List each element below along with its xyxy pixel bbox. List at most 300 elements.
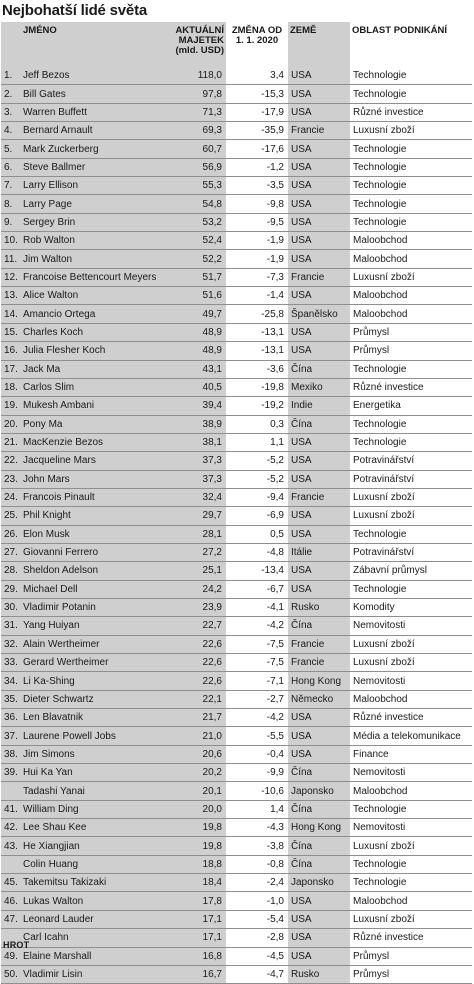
change-cell: -1,4 <box>226 287 288 305</box>
change-cell: 0,5 <box>226 525 288 543</box>
networth-cell: 18,4 <box>170 874 226 892</box>
networth-cell: 19,8 <box>170 819 226 837</box>
rank-cell: 9. <box>1 213 21 231</box>
rank-cell: 27. <box>1 543 21 561</box>
industry-cell: Technologie <box>350 213 472 231</box>
change-cell: -17,6 <box>226 140 288 158</box>
networth-cell: 25,1 <box>170 562 226 580</box>
table-row <box>1 470 472 488</box>
networth-cell: 16,8 <box>170 947 226 965</box>
country-cell: USA <box>288 580 350 598</box>
rank-cell: 10. <box>1 232 21 250</box>
table-row <box>1 764 472 782</box>
industry-cell: Průmysl <box>350 342 472 360</box>
change-cell: 1,1 <box>226 433 288 451</box>
table-row <box>1 947 472 965</box>
rank-cell: 23. <box>1 470 21 488</box>
industry-cell: Nemovitosti <box>350 617 472 635</box>
industry-cell: Různé investice <box>350 378 472 396</box>
table-row <box>1 635 472 653</box>
change-cell: -1,9 <box>226 232 288 250</box>
country-cell: USA <box>288 213 350 231</box>
table-row <box>1 543 472 561</box>
country-cell: USA <box>288 929 350 947</box>
change-cell: -7,5 <box>226 654 288 672</box>
rank-cell: 49. <box>1 947 21 965</box>
country-cell: Mexiko <box>288 378 350 396</box>
industry-cell: Technologie <box>350 800 472 818</box>
networth-cell: 51,7 <box>170 268 226 286</box>
networth-cell: 20,6 <box>170 745 226 763</box>
change-cell: -9,4 <box>226 488 288 506</box>
name-cell: Tadashi Yanai <box>21 782 170 800</box>
country-cell: USA <box>288 85 350 103</box>
networth-cell: 19,8 <box>170 837 226 855</box>
networth-cell: 40,5 <box>170 378 226 396</box>
country-cell: Francie <box>288 654 350 672</box>
industry-cell: Technologie <box>350 525 472 543</box>
industry-cell: Maloobchod <box>350 250 472 268</box>
rank-cell: 5. <box>1 140 21 158</box>
industry-cell: Luxusní zboží <box>350 488 472 506</box>
change-cell: 0,3 <box>226 415 288 433</box>
change-cell: -7,3 <box>226 268 288 286</box>
industry-cell: Luxusní zboží <box>350 507 472 525</box>
country-cell: Čína <box>288 800 350 818</box>
rank-cell: 15. <box>1 323 21 341</box>
country-cell: Francie <box>288 268 350 286</box>
industry-cell: Technologie <box>350 67 472 85</box>
change-cell: -3,8 <box>226 837 288 855</box>
name-cell: Julia Flesher Koch <box>21 342 170 360</box>
industry-cell: Média a telekomunikace <box>350 727 472 745</box>
name-cell: Bernard Arnault <box>21 122 170 140</box>
country-cell: Francie <box>288 122 350 140</box>
rank-cell: 39. <box>1 764 21 782</box>
networth-cell: 24,2 <box>170 580 226 598</box>
table-row <box>1 892 472 910</box>
networth-cell: 52,4 <box>170 232 226 250</box>
rank-cell: 24. <box>1 488 21 506</box>
country-cell: USA <box>288 232 350 250</box>
industry-cell: Nemovitosti <box>350 672 472 690</box>
table-row <box>1 525 472 543</box>
name-cell: John Mars <box>21 470 170 488</box>
change-cell: -4,2 <box>226 617 288 635</box>
name-cell: Gerard Wertheimer <box>21 654 170 672</box>
table-row <box>1 323 472 341</box>
table-row <box>1 617 472 635</box>
name-cell: Pony Ma <box>21 415 170 433</box>
networth-cell: 32,4 <box>170 488 226 506</box>
table-row <box>1 103 472 121</box>
rank-cell: 46. <box>1 892 21 910</box>
industry-cell: Technologie <box>350 580 472 598</box>
rank-cell: 29. <box>1 580 21 598</box>
networth-cell: 27,2 <box>170 543 226 561</box>
name-cell: Mark Zuckerberg <box>21 140 170 158</box>
networth-cell: 118,0 <box>170 67 226 85</box>
table-row <box>1 85 472 103</box>
table-row <box>1 158 472 176</box>
country-cell: Německo <box>288 690 350 708</box>
industry-cell: Zábavní průmysl <box>350 562 472 580</box>
change-cell: -2,7 <box>226 690 288 708</box>
change-cell: 1,4 <box>226 800 288 818</box>
rank-cell: 18. <box>1 378 21 396</box>
header-rank <box>1 22 21 67</box>
networth-cell: 52,2 <box>170 250 226 268</box>
table-row <box>1 598 472 616</box>
change-cell: -4,2 <box>226 709 288 727</box>
country-cell: Čína <box>288 855 350 873</box>
change-cell: -13,4 <box>226 562 288 580</box>
change-cell: -15,3 <box>226 85 288 103</box>
industry-cell: Luxusní zboží <box>350 910 472 928</box>
name-cell: Dieter Schwartz <box>21 690 170 708</box>
table-row <box>1 855 472 873</box>
country-cell: USA <box>288 158 350 176</box>
networth-cell: 20,0 <box>170 800 226 818</box>
industry-cell: Technologie <box>350 415 472 433</box>
change-cell: -6,9 <box>226 507 288 525</box>
industry-cell: Luxusní zboží <box>350 837 472 855</box>
change-cell: -19,8 <box>226 378 288 396</box>
name-cell: Steve Ballmer <box>21 158 170 176</box>
rank-cell: 43. <box>1 837 21 855</box>
table-row <box>1 433 472 451</box>
rank-cell: 14. <box>1 305 21 323</box>
industry-cell: Luxusní zboží <box>350 635 472 653</box>
name-cell: Jack Ma <box>21 360 170 378</box>
networth-cell: 29,7 <box>170 507 226 525</box>
name-cell: Hui Ka Yan <box>21 764 170 782</box>
name-cell: Jim Simons <box>21 745 170 763</box>
country-cell: Itálie <box>288 543 350 561</box>
name-cell: Larry Page <box>21 195 170 213</box>
change-cell: -2,4 <box>226 874 288 892</box>
name-cell: Larry Ellison <box>21 177 170 195</box>
name-cell: Carlos Slim <box>21 378 170 396</box>
industry-cell: Technologie <box>350 874 472 892</box>
name-cell: Francois Pinault <box>21 488 170 506</box>
hrot-logo: HROT <box>3 940 30 950</box>
name-cell: Elaine Marshall <box>21 947 170 965</box>
name-cell: Len Blavatnik <box>21 709 170 727</box>
country-cell: USA <box>288 562 350 580</box>
rank-cell <box>1 782 21 800</box>
table-row <box>1 397 472 415</box>
table-row <box>1 800 472 818</box>
change-cell: -5,2 <box>226 470 288 488</box>
change-cell: -5,2 <box>226 452 288 470</box>
country-cell: USA <box>288 177 350 195</box>
table-row <box>1 929 472 947</box>
name-cell: Yang Huiyan <box>21 617 170 635</box>
rank-cell: 25. <box>1 507 21 525</box>
name-cell: Charles Koch <box>21 323 170 341</box>
country-cell: USA <box>288 195 350 213</box>
rank-cell: 36. <box>1 709 21 727</box>
networth-cell: 71,3 <box>170 103 226 121</box>
name-cell: Sheldon Adelson <box>21 562 170 580</box>
name-cell: William Ding <box>21 800 170 818</box>
table-row <box>1 452 472 470</box>
industry-cell: Maloobchod <box>350 232 472 250</box>
rank-cell: 19. <box>1 397 21 415</box>
table-row <box>1 965 472 983</box>
name-cell: Alice Walton <box>21 287 170 305</box>
change-cell: -1,0 <box>226 892 288 910</box>
table-row <box>1 287 472 305</box>
name-cell: Rob Walton <box>21 232 170 250</box>
table-header <box>1 22 472 67</box>
industry-cell: Různé investice <box>350 709 472 727</box>
name-cell: Leonard Lauder <box>21 910 170 928</box>
table-row <box>1 213 472 231</box>
networth-cell: 37,3 <box>170 452 226 470</box>
name-cell: Vladimir Potanin <box>21 598 170 616</box>
table-row <box>1 507 472 525</box>
change-cell: -5,4 <box>226 910 288 928</box>
country-cell: Francie <box>288 635 350 653</box>
change-cell: -19,2 <box>226 397 288 415</box>
networth-cell: 20,2 <box>170 764 226 782</box>
country-cell: USA <box>288 709 350 727</box>
rank-cell: 6. <box>1 158 21 176</box>
name-cell: Mukesh Ambani <box>21 397 170 415</box>
rank-cell: 20. <box>1 415 21 433</box>
industry-cell: Technologie <box>350 140 472 158</box>
table-row <box>1 819 472 837</box>
networth-cell: 56,9 <box>170 158 226 176</box>
name-cell: Phil Knight <box>21 507 170 525</box>
networth-cell: 21,7 <box>170 709 226 727</box>
networth-cell: 17,8 <box>170 892 226 910</box>
networth-cell: 51,6 <box>170 287 226 305</box>
country-cell: Francie <box>288 488 350 506</box>
networth-cell: 60,7 <box>170 140 226 158</box>
table-row <box>1 488 472 506</box>
change-cell: -9,8 <box>226 195 288 213</box>
networth-cell: 22,1 <box>170 690 226 708</box>
header-change: ZMĚNA OD 1. 1. 2020 <box>231 25 283 46</box>
change-cell: -9,9 <box>226 764 288 782</box>
country-cell: USA <box>288 103 350 121</box>
industry-cell: Potravinářství <box>350 543 472 561</box>
change-cell: -5,5 <box>226 727 288 745</box>
networth-cell: 28,1 <box>170 525 226 543</box>
table-row <box>1 305 472 323</box>
industry-cell: Technologie <box>350 195 472 213</box>
industry-cell: Nemovitosti <box>350 819 472 837</box>
table-row <box>1 250 472 268</box>
country-cell: USA <box>288 140 350 158</box>
name-cell: Li Ka-Shing <box>21 672 170 690</box>
table-row <box>1 232 472 250</box>
networth-cell: 49,7 <box>170 305 226 323</box>
rank-cell: 28. <box>1 562 21 580</box>
table-row <box>1 782 472 800</box>
name-cell: Colin Huang <box>21 855 170 873</box>
change-cell: -3,5 <box>226 177 288 195</box>
name-cell: Jeff Bezos <box>21 67 170 85</box>
name-cell: Amancio Ortega <box>21 305 170 323</box>
networth-cell: 38,1 <box>170 433 226 451</box>
change-cell: -4,7 <box>226 965 288 983</box>
change-cell: -0,4 <box>226 745 288 763</box>
networth-cell: 22,6 <box>170 672 226 690</box>
name-cell: Francoise Bettencourt Meyers <box>21 268 170 286</box>
industry-cell: Průmysl <box>350 323 472 341</box>
change-cell: -13,1 <box>226 342 288 360</box>
rank-cell: 34. <box>1 672 21 690</box>
name-cell: Jacqueline Mars <box>21 452 170 470</box>
country-cell: USA <box>288 287 350 305</box>
header-industry: OBLAST PODNIKÁNÍ <box>352 25 447 36</box>
country-cell: Čína <box>288 764 350 782</box>
name-cell: MacKenzie Bezos <box>21 433 170 451</box>
change-cell: -1,2 <box>226 158 288 176</box>
rank-cell: 11. <box>1 250 21 268</box>
networth-cell: 22,7 <box>170 617 226 635</box>
rank-cell: 26. <box>1 525 21 543</box>
industry-cell: Nemovitosti <box>350 764 472 782</box>
rank-cell: 17. <box>1 360 21 378</box>
change-cell: -4,8 <box>226 543 288 561</box>
rank-cell: 41. <box>1 800 21 818</box>
rank-cell: 1. <box>1 67 21 85</box>
industry-cell: Potravinářství <box>350 452 472 470</box>
table-row <box>1 195 472 213</box>
industry-cell: Různé investice <box>350 103 472 121</box>
table-row <box>1 562 472 580</box>
country-cell: USA <box>288 910 350 928</box>
industry-cell: Potravinářství <box>350 470 472 488</box>
rank-cell <box>1 855 21 873</box>
industry-cell: Technologie <box>350 360 472 378</box>
networth-cell: 21,0 <box>170 727 226 745</box>
page-title: Nejbohatší lidé světa <box>2 2 148 19</box>
name-cell: Sergey Brin <box>21 213 170 231</box>
networth-cell: 39,4 <box>170 397 226 415</box>
country-cell: Japonsko <box>288 874 350 892</box>
rank-cell: 45. <box>1 874 21 892</box>
table-body <box>1 67 472 984</box>
industry-cell: Luxusní zboží <box>350 268 472 286</box>
country-cell: USA <box>288 433 350 451</box>
country-cell: USA <box>288 727 350 745</box>
change-cell: -4,5 <box>226 947 288 965</box>
country-cell: USA <box>288 892 350 910</box>
industry-cell: Maloobchod <box>350 782 472 800</box>
country-cell: Čína <box>288 617 350 635</box>
header-row <box>1 22 472 67</box>
country-cell: USA <box>288 947 350 965</box>
networth-cell: 97,8 <box>170 85 226 103</box>
industry-cell: Energetika <box>350 397 472 415</box>
table-row <box>1 360 472 378</box>
rank-cell: 32. <box>1 635 21 653</box>
name-cell: Giovanni Ferrero <box>21 543 170 561</box>
rank-cell: 30. <box>1 598 21 616</box>
networth-cell: 69,3 <box>170 122 226 140</box>
country-cell: Čína <box>288 837 350 855</box>
networth-cell: 55,3 <box>170 177 226 195</box>
change-cell: -13,1 <box>226 323 288 341</box>
rank-cell: 47. <box>1 910 21 928</box>
networth-cell: 20,1 <box>170 782 226 800</box>
country-cell: USA <box>288 67 350 85</box>
name-cell: Vladimir Lisin <box>21 965 170 983</box>
country-cell: USA <box>288 250 350 268</box>
rank-cell: 4. <box>1 122 21 140</box>
table-row <box>1 580 472 598</box>
networth-cell: 37,3 <box>170 470 226 488</box>
industry-cell: Technologie <box>350 85 472 103</box>
rank-cell: 16. <box>1 342 21 360</box>
header-networth: AKTUÁLNÍ MAJETEK (mld. USD) <box>170 22 226 67</box>
name-cell: Warren Buffett <box>21 103 170 121</box>
name-cell: Takemitsu Takizaki <box>21 874 170 892</box>
rank-cell: 13. <box>1 287 21 305</box>
rank-cell: 21. <box>1 433 21 451</box>
name-cell: Lee Shau Kee <box>21 819 170 837</box>
rank-cell: 3. <box>1 103 21 121</box>
networth-cell: 48,9 <box>170 342 226 360</box>
table-row <box>1 342 472 360</box>
rank-cell: 42. <box>1 819 21 837</box>
table-row <box>1 709 472 727</box>
table-row <box>1 67 472 85</box>
rank-cell: 31. <box>1 617 21 635</box>
change-cell: -0,8 <box>226 855 288 873</box>
industry-cell: Průmysl <box>350 965 472 983</box>
rank-cell: 22. <box>1 452 21 470</box>
networth-cell: 22,6 <box>170 654 226 672</box>
change-cell: 3,4 <box>226 67 288 85</box>
country-cell: USA <box>288 507 350 525</box>
table-row <box>1 122 472 140</box>
table-row <box>1 177 472 195</box>
networth-cell: 17,1 <box>170 929 226 947</box>
country-cell: Japonsko <box>288 782 350 800</box>
change-cell: -7,1 <box>226 672 288 690</box>
rank-cell: 35. <box>1 690 21 708</box>
industry-cell: Finance <box>350 745 472 763</box>
networth-cell: 22,6 <box>170 635 226 653</box>
networth-cell: 53,2 <box>170 213 226 231</box>
name-cell: Bill Gates <box>21 85 170 103</box>
table-row <box>1 727 472 745</box>
country-cell: Čína <box>288 415 350 433</box>
country-cell: USA <box>288 470 350 488</box>
table-row <box>1 268 472 286</box>
name-cell: Elon Musk <box>21 525 170 543</box>
change-cell: -7,5 <box>226 635 288 653</box>
table-row <box>1 140 472 158</box>
table-row <box>1 910 472 928</box>
networth-cell: 17,1 <box>170 910 226 928</box>
industry-cell: Luxusní zboží <box>350 654 472 672</box>
name-cell: Alain Wertheimer <box>21 635 170 653</box>
name-cell: Carl Icahn <box>21 929 170 947</box>
industry-cell: Technologie <box>350 855 472 873</box>
networth-cell: 48,9 <box>170 323 226 341</box>
change-cell: -10,6 <box>226 782 288 800</box>
richest-people-table <box>1 22 472 984</box>
industry-cell: Maloobchod <box>350 305 472 323</box>
